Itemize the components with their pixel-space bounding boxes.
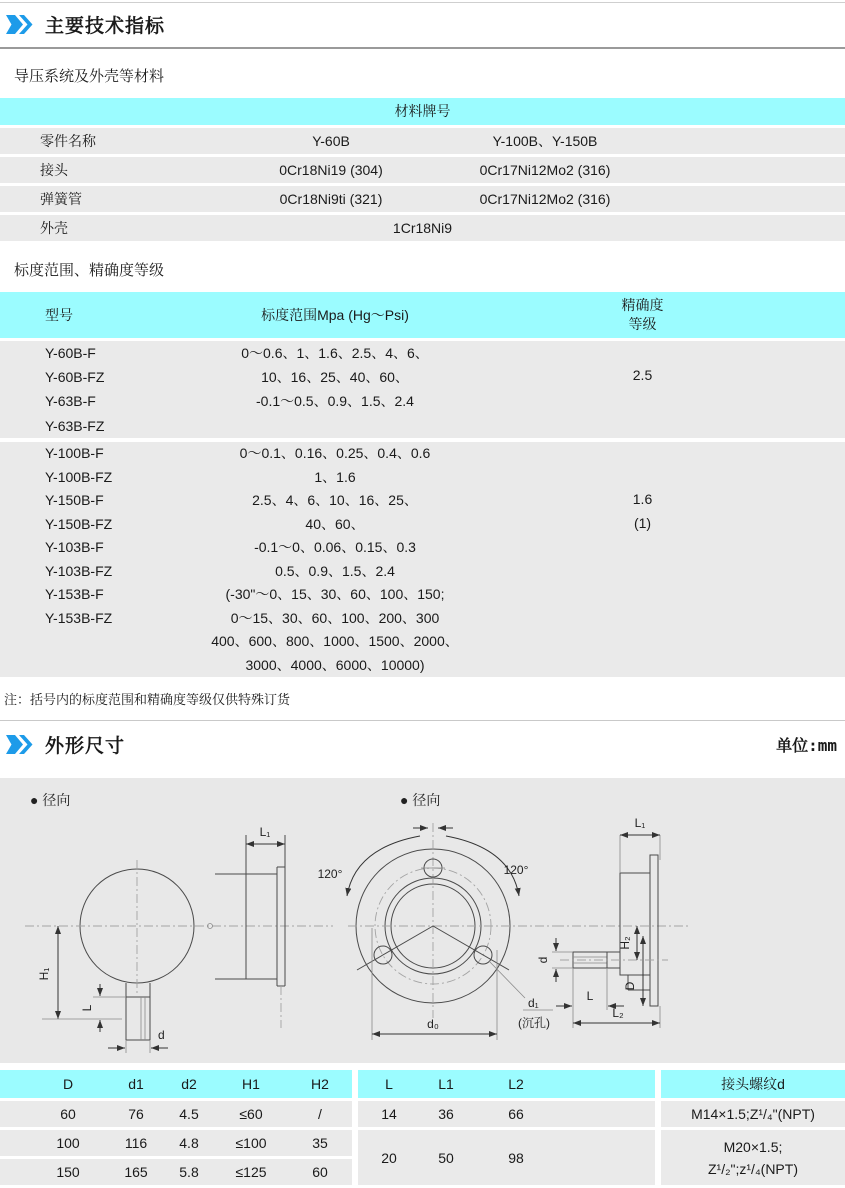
cell: 60: [60, 1106, 76, 1122]
dim-table-group-diameters: [0, 1070, 352, 1188]
range-line: 1、1.6: [314, 468, 356, 485]
cell: 165: [124, 1164, 148, 1180]
thread-line1: M20×1.5;: [723, 1138, 783, 1155]
dimension-table: [0, 1070, 845, 1188]
model: Y-103B-F: [45, 539, 104, 555]
col-header: d2: [181, 1076, 197, 1092]
subtitle-materials: 导压系统及外壳等材料: [14, 68, 165, 85]
cell-y60b: Y-60B: [312, 133, 350, 149]
dim-table-header: [661, 1070, 845, 1098]
accuracy-line1: 精确度: [621, 297, 664, 313]
merged-cell-rows-2-3: [661, 1130, 845, 1185]
dimension-drawing: [0, 778, 845, 1063]
dimension-drawing-panel: [0, 778, 845, 1063]
cell: 14: [381, 1106, 397, 1122]
range-list: [155, 442, 515, 677]
materials-table-header: 材料牌号: [0, 98, 845, 125]
range-list: [155, 341, 515, 414]
col-header: L1: [438, 1076, 454, 1092]
merged-cell-rows-2-3: [358, 1130, 655, 1185]
cell: ≤60: [239, 1106, 263, 1122]
table-row: [0, 1130, 352, 1156]
cell: /: [318, 1106, 322, 1122]
dim-label-l2: L₂: [612, 1006, 624, 1020]
cell: 150: [56, 1164, 80, 1180]
cell: ≤125: [235, 1164, 267, 1180]
row-label: 零件名称: [40, 133, 96, 149]
view-label-right: ● 径向: [400, 792, 441, 808]
cell: 98: [508, 1149, 524, 1166]
cell-material: 0Cr18Ni9ti (321): [279, 191, 383, 207]
table-row: [0, 157, 845, 183]
table-row: [0, 1159, 352, 1185]
col-header-accuracy: [560, 296, 725, 334]
dim-label-d0: d₀: [427, 1017, 439, 1031]
table-row: [0, 128, 845, 154]
model: Y-153B-FZ: [45, 609, 113, 626]
dim-label-l1-right: L₁: [634, 816, 646, 830]
dim-label-angle-left: 120°: [317, 867, 343, 881]
table-row: [0, 215, 845, 241]
table-row: [358, 1101, 655, 1127]
model: Y-63B-FZ: [45, 417, 105, 434]
table-row: [661, 1101, 845, 1127]
cell: ≤100: [235, 1135, 267, 1151]
cell: 36: [438, 1106, 454, 1122]
cell-thread: [661, 1136, 845, 1180]
dim-table-group-lengths: [358, 1070, 655, 1188]
dim-label-h2: H₂: [618, 936, 632, 950]
range-line: -0.1～0、0.06、0.15、0.3: [254, 539, 416, 555]
thread-line2: Z¹/₂";z¹/₄(NPT): [708, 1160, 798, 1177]
col-header: H2: [311, 1076, 329, 1092]
row-label: 外壳: [40, 220, 68, 236]
range-line: 10、16、25、40、60、: [261, 369, 409, 386]
dim-label-big-d: D: [623, 981, 637, 991]
col-header-range: 标度范围Mpa (Hg～Psi): [261, 307, 409, 323]
subtitle-range: 标度范围、精确度等级: [14, 262, 165, 279]
range-line: 0～15、30、60、100、200、300: [230, 609, 440, 626]
cell: 50: [438, 1149, 454, 1166]
col-header: D: [62, 1076, 74, 1092]
flange-plate-side: [650, 855, 658, 1006]
cell-material: 0Cr17Ni12Mo2 (316): [479, 191, 611, 207]
range-line: -0.1～0.5、0.9、1.5、2.4: [256, 393, 414, 410]
model: Y-100B-FZ: [45, 468, 113, 485]
accuracy-value: 2.5: [632, 367, 653, 383]
range-line: 0.5、0.9、1.5、2.4: [275, 562, 395, 579]
blue-chevrons-icon: [6, 735, 33, 754]
cell: 5.8: [179, 1164, 199, 1180]
cell: 35: [312, 1135, 328, 1151]
blue-chevrons-icon: [6, 15, 33, 34]
accuracy-line2: 等级: [628, 316, 657, 332]
accuracy-value: [560, 487, 725, 535]
model: Y-103B-FZ: [45, 562, 113, 579]
section-header-specs: [0, 3, 845, 49]
range-table: [0, 292, 845, 677]
dim-label-d-right: d: [536, 956, 550, 964]
model: Y-100B-F: [45, 445, 104, 461]
section-header-dimensions: [0, 721, 845, 767]
row-label: 接头: [40, 162, 68, 178]
range-group-1: [0, 341, 845, 438]
dim-label-l-right: L: [586, 989, 594, 1003]
model: Y-150B-FZ: [45, 515, 113, 532]
row-label: 弹簧管: [40, 191, 82, 207]
accuracy-note: (1): [633, 515, 652, 531]
cell: 76: [128, 1106, 144, 1122]
dim-label-l-left: L: [80, 1004, 94, 1012]
unit-label: 单位:mm: [776, 736, 837, 755]
range-line: 400、600、800、1000、1500、2000、: [211, 633, 459, 649]
col-header: H1: [242, 1076, 260, 1092]
view-label-left: ● 径向: [30, 792, 71, 808]
section-title: 外形尺寸: [45, 736, 126, 757]
dim-label-d1: d₁: [528, 996, 539, 1010]
range-line: 2.5、4、6、10、16、25、: [252, 492, 418, 508]
range-line: 0～0.1、0.16、0.25、0.4、0.6: [239, 445, 431, 461]
range-group-2: [0, 442, 845, 677]
dim-label-sink-hole: (沉孔): [518, 1016, 550, 1030]
dim-label-angle-right: 120°: [503, 863, 529, 877]
dim-label-d-left: d: [158, 1028, 165, 1042]
page-title: 主要技术指标: [45, 16, 166, 37]
col-header: L2: [508, 1076, 524, 1092]
cell-y100b-y150b: Y-100B、Y-150B: [492, 133, 598, 149]
col-header-thread: 接头螺纹d: [721, 1076, 785, 1092]
model-list: [45, 442, 112, 630]
dim-label-h1: H₁: [37, 967, 51, 981]
table-row: [0, 1101, 352, 1127]
cell: 116: [124, 1135, 148, 1151]
footnote: 注：括号内的标度范围和精确度等级仅供特殊订货: [4, 692, 291, 707]
col-header-model: 型号: [45, 307, 73, 323]
cell: 4.5: [179, 1106, 199, 1122]
accuracy-number: 1.6: [632, 491, 653, 507]
cell-thread: M14×1.5;Z¹/₄"(NPT): [691, 1106, 815, 1122]
col-header: d1: [128, 1076, 144, 1092]
range-line: 40、60、: [305, 515, 365, 532]
table-row: [0, 186, 845, 212]
model: Y-63B-F: [45, 393, 96, 410]
range-line: 0～0.6、1、1.6、2.5、4、6、: [241, 345, 429, 361]
range-table-header: [0, 292, 845, 338]
materials-table: [0, 98, 845, 241]
cell: 20: [381, 1149, 397, 1166]
cell-material: 0Cr18Ni19 (304): [279, 162, 383, 178]
dim-table-header: [358, 1070, 655, 1098]
model: Y-150B-F: [45, 492, 104, 508]
cell-material: 0Cr17Ni12Mo2 (316): [479, 162, 611, 178]
cell: 66: [508, 1106, 524, 1122]
model-list: [45, 341, 104, 438]
cell: 4.8: [179, 1135, 199, 1151]
cell-material-span: 1Cr18Ni9: [392, 220, 453, 236]
col-header: L: [385, 1076, 393, 1092]
dim-table-group-thread: [661, 1070, 845, 1188]
range-line: 3000、4000、6000、10000): [245, 656, 425, 673]
model: Y-153B-F: [45, 586, 104, 602]
range-line: (-30"～0、15、30、60、100、150;: [225, 586, 445, 602]
dim-table-header: [0, 1070, 352, 1098]
model: Y-60B-FZ: [45, 369, 105, 386]
dim-label-l1-left: L₁: [259, 825, 271, 839]
cell: 100: [56, 1135, 80, 1151]
model: Y-60B-F: [45, 345, 96, 361]
cell: 60: [312, 1164, 328, 1180]
